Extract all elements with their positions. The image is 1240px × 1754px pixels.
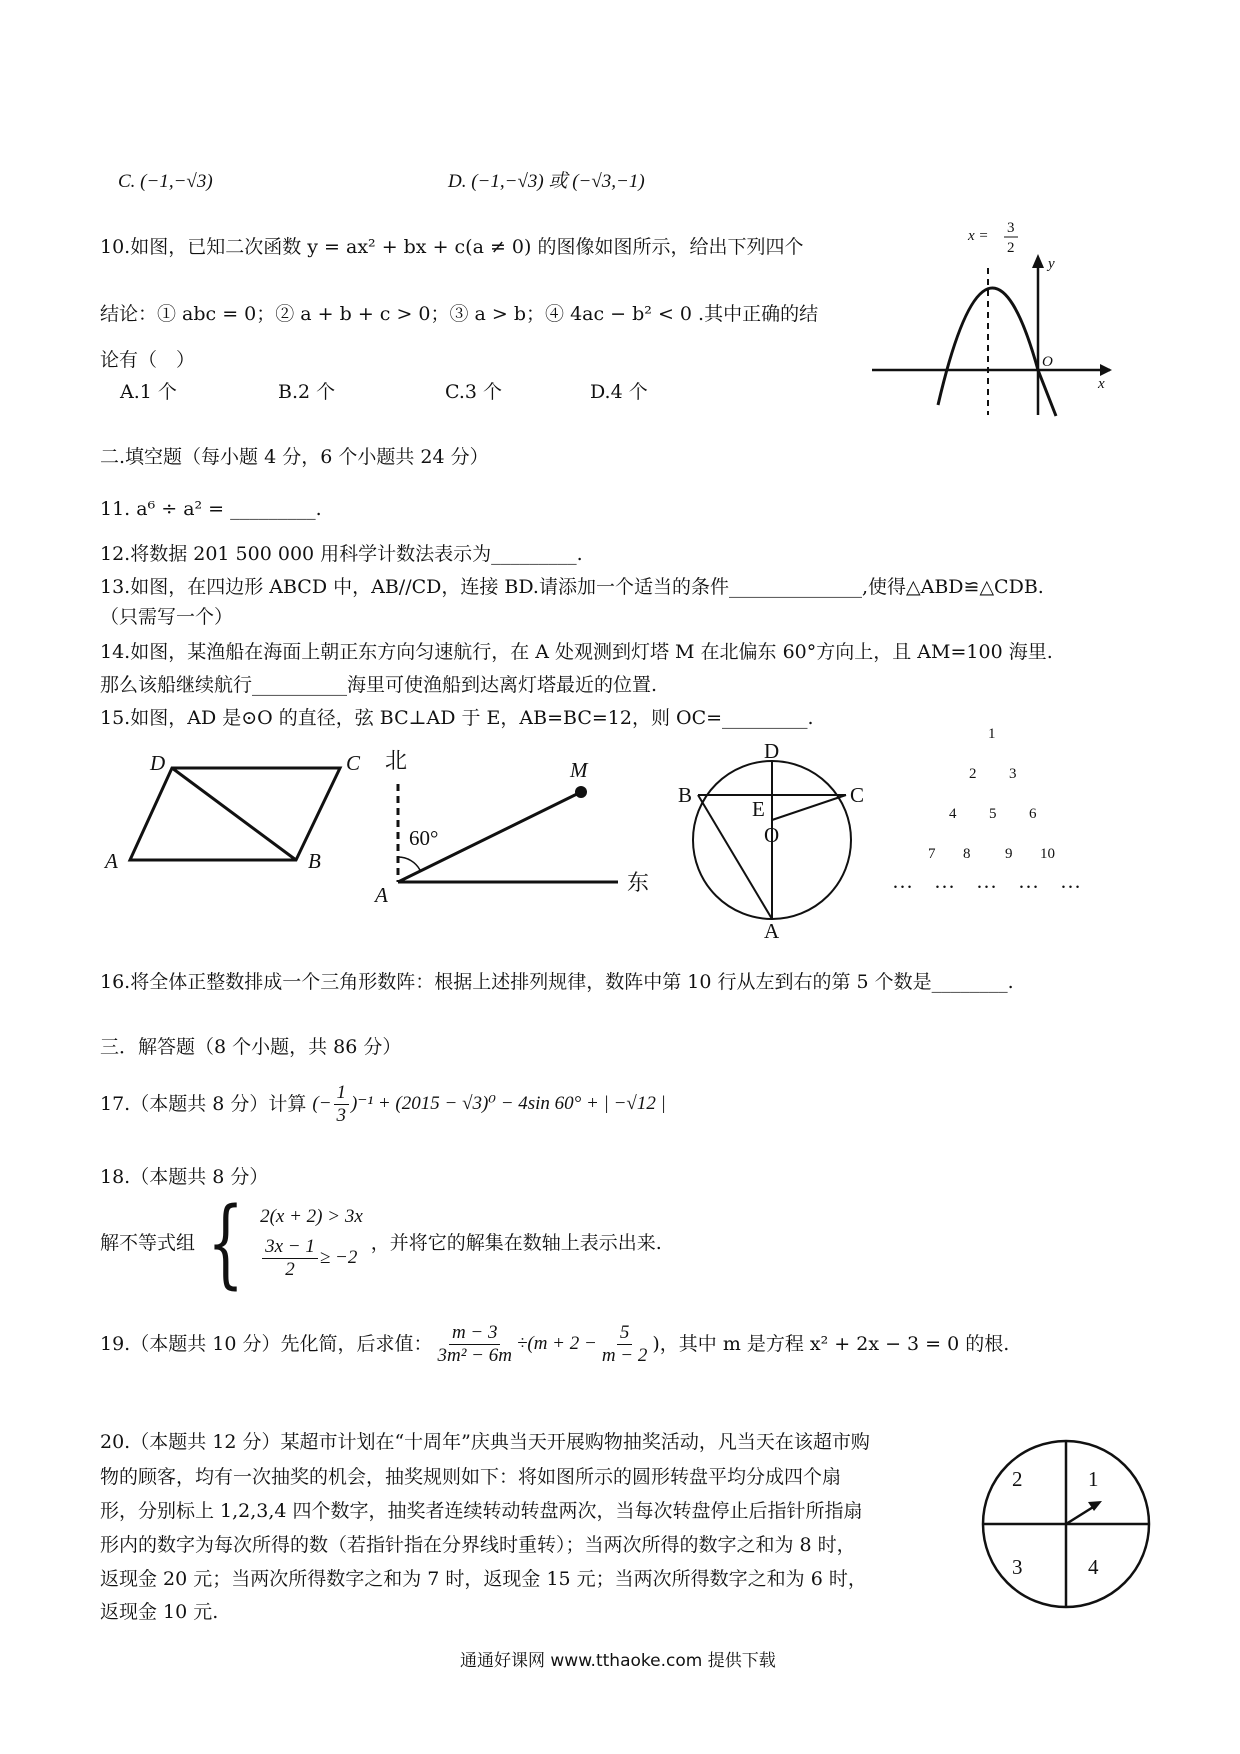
graph-axis-of-symmetry-label: x =	[968, 228, 989, 244]
triangle-dots-4: …	[1018, 869, 1039, 893]
q18-suffix: ，并将它的解集在数轴上表示出来.	[370, 1231, 662, 1254]
q19-f2-den: m − 2	[601, 1344, 648, 1366]
triangle-num-2: 2	[969, 766, 977, 782]
lighthouse-m-label: M	[570, 758, 588, 782]
q20-line1: 20.（本题共 12 分）某超市计划在“十周年”庆典当天开展购物抽奖活动，凡当天在该超市购	[100, 1431, 870, 1453]
q15: 15.如图，AD 是⊙O 的直径，弦 BC⊥AD 于 E，AB=BC=12，则 OC=_________.	[100, 707, 814, 729]
q19-f2-num: 5	[617, 1322, 633, 1345]
q20-line3: 形，分别标上 1,2,3,4 四个数字，抽奖者连续转动转盘两次，当每次转盘停止后指针所指扇	[100, 1500, 863, 1522]
q19-fraction-1	[434, 1322, 514, 1367]
q13-line1: 13.如图，在四边形 ABCD 中，AB//CD，连接 BD.请添加一个适当的条件______________,使得△ABD≌△CDB.	[100, 576, 1044, 598]
spinner-figure	[980, 1438, 1160, 1618]
left-brace-icon: {	[207, 1187, 244, 1299]
fig15-label-o: O	[764, 823, 780, 847]
triangle-num-4: 4	[949, 806, 957, 822]
q16: 16.将全体正整数排成一个三角形数阵：根据上述排列规律，数阵中第 10 行从左到右的第 5 个数是________.	[100, 971, 1014, 993]
q11: 11. a⁶ ÷ a² = _________.	[100, 498, 322, 520]
bearing-figure	[365, 742, 665, 912]
triangle-num-3: 3	[1009, 766, 1017, 782]
q9-option-c: C. (−1,−√3)	[118, 171, 213, 192]
spinner-sector-4: 4	[1088, 1555, 1099, 1579]
triangle-dots-2: …	[934, 869, 955, 893]
page-footer: 通通好课网 www.tthaoke.com 提供下载	[460, 1651, 776, 1671]
q19-f1-num: m − 3	[449, 1322, 501, 1345]
angle-label: 60°	[409, 826, 439, 850]
inequality-system	[195, 1187, 363, 1299]
triangle-num-1: 1	[988, 726, 996, 742]
q20-line2: 物的顾客，均有一次抽奖的机会，抽奖规则如下：将如图所示的圆形转盘平均分成四个扇	[100, 1466, 842, 1488]
q10-option-d: D.4 个	[590, 381, 648, 403]
q19-suffix: )，其中 m 是方程 x² + 2x − 3 = 0 的根.	[652, 1333, 1010, 1355]
spinner-sector-3: 3	[1012, 1555, 1023, 1579]
q17-open: (−	[312, 1093, 332, 1114]
graph-frac-num: 3	[1007, 220, 1015, 236]
graph-frac-den: 2	[1007, 240, 1015, 256]
triangle-num-10: 10	[1040, 846, 1055, 862]
q18-frac-num: 3x − 1	[262, 1236, 318, 1259]
q19-prefix: 19.（本题共 10 分）先化简，后求值：	[100, 1333, 433, 1355]
q9-option-d: D. (−1,−√3) 或 (−√3,−1)	[448, 171, 645, 192]
point-a-label: A	[375, 883, 388, 907]
fig15-label-c: C	[850, 783, 865, 807]
east-label: 东	[627, 871, 650, 896]
q10-line3: 论有（ ）	[100, 349, 196, 371]
q17-fraction	[334, 1082, 350, 1127]
fig13-label-c: C	[346, 751, 361, 775]
fig13-label-a: A	[105, 849, 118, 873]
graph-origin-label: O	[1042, 354, 1053, 370]
q18-body	[100, 1187, 662, 1299]
q19-f1-den: 3m² − 6m	[437, 1344, 512, 1366]
graph-y-label: y	[1048, 256, 1055, 272]
section3-header: 三．解答题（8 个小题，共 86 分）	[100, 1036, 402, 1058]
q17	[100, 1082, 666, 1127]
q12: 12.将数据 201 500 000 用科学计数法表示为_________.	[100, 543, 583, 565]
parabola-figure	[860, 220, 1120, 420]
triangle-num-9: 9	[1005, 846, 1013, 862]
triangle-num-7: 7	[928, 846, 936, 862]
fig15-label-a: A	[764, 919, 780, 943]
q10-line1: 10.如图，已知二次函数 y = ax² + bx + c(a ≠ 0) 的图像如图所示，给出下列四个	[100, 236, 804, 258]
triangle-dots-3: …	[976, 869, 997, 893]
q17-rest: )⁻¹ + (2015 − √3)⁰ − 4sin 60° + | −√12 |	[351, 1093, 666, 1114]
triangle-num-8: 8	[963, 846, 971, 862]
q19	[100, 1322, 1009, 1367]
quadrilateral-figure	[100, 750, 380, 890]
q18-fraction	[262, 1236, 318, 1281]
circle-figure	[678, 739, 868, 943]
graph-x-label: x	[1098, 376, 1105, 392]
fig15-label-e: E	[752, 797, 765, 821]
q17-frac-num: 1	[334, 1082, 350, 1105]
fig15-label-d: D	[764, 739, 780, 763]
q20-line4: 形内的数字为每次所得的数（若指针指在分界线时重转）；当两次所得的数字之和为 8 时，	[100, 1534, 856, 1556]
q18-ineq1: 2(x + 2) > 3x	[260, 1206, 363, 1228]
q18-prefix: 解不等式组	[100, 1231, 196, 1254]
q20-line6: 返现金 10 元.	[100, 1601, 219, 1623]
q13-line2: （只需写一个）	[100, 606, 234, 628]
triangle-num-6: 6	[1029, 806, 1037, 822]
triangle-num-5: 5	[989, 806, 997, 822]
fig13-label-b: B	[308, 849, 321, 873]
spinner-sector-2: 2	[1012, 1467, 1023, 1491]
spinner-sector-1: 1	[1088, 1467, 1099, 1491]
number-triangle-figure	[880, 718, 1120, 898]
q18-title: 18.（本题共 8 分）	[100, 1166, 269, 1188]
q14-line2: 那么该船继续航行__________海里可使渔船到达离灯塔最近的位置.	[100, 674, 658, 696]
fig15-label-b: B	[678, 783, 693, 807]
q18-ineq2-rest: ≥ −2	[319, 1247, 358, 1268]
q19-fraction-2	[599, 1322, 651, 1367]
q17-frac-den: 3	[336, 1104, 347, 1126]
q19-mid: ÷(m + 2 −	[516, 1333, 597, 1354]
north-label: 北	[385, 749, 408, 774]
q14-line1: 14.如图，某渔船在海面上朝正东方向匀速航行，在 A 处观测到灯塔 M 在北偏东 60°方向上，且 AM=100 海里.	[100, 641, 1053, 663]
q20-line5: 返现金 20 元；当两次所得数字之和为 7 时，返现金 15 元；当两次所得数字之和为 6 时，	[100, 1568, 867, 1590]
q10-option-c: C.3 个	[445, 381, 503, 403]
q17-prefix: 17.（本题共 8 分）计算	[100, 1093, 307, 1115]
q10-line2: 结论：① abc = 0；② a + b + c > 0；③ a > b；④ 4ac − b² < 0 .其中正确的结	[100, 303, 819, 325]
q10-option-a: A.1 个	[120, 381, 177, 403]
section2-header: 二.填空题（每小题 4 分，6 个小题共 24 分）	[100, 446, 489, 468]
q18-frac-den: 2	[285, 1258, 295, 1280]
triangle-dots-5: …	[1060, 869, 1081, 893]
q10-option-b: B.2 个	[278, 381, 336, 403]
triangle-dots-1: …	[892, 869, 913, 893]
fig13-label-d: D	[150, 751, 166, 775]
